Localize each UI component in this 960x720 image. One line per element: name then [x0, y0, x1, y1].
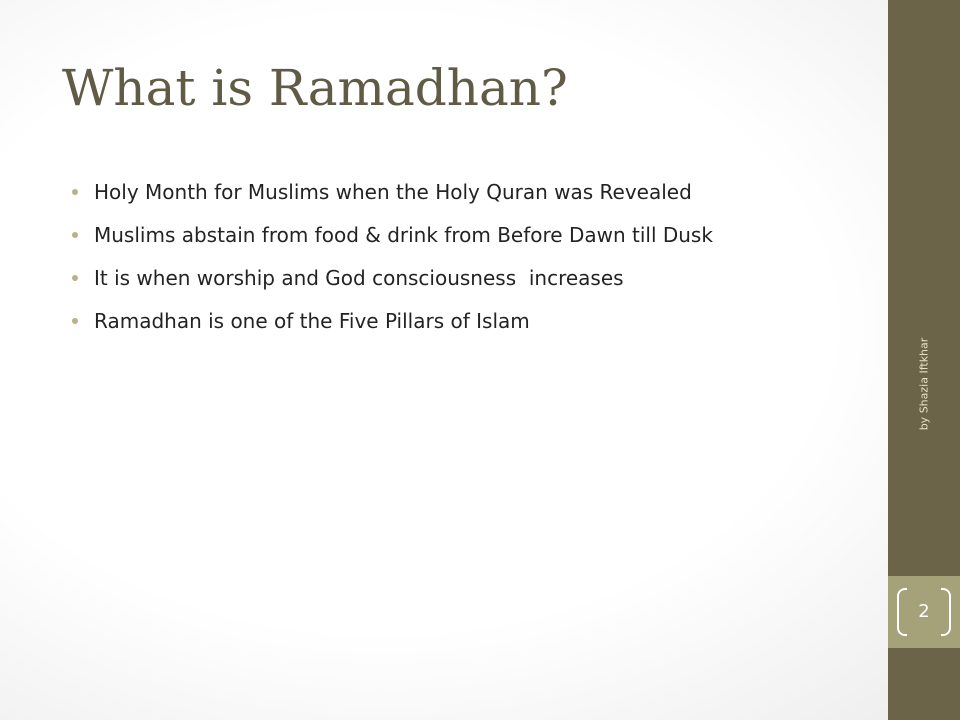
- bullet-list: [72, 172, 713, 344]
- bullet-item: [72, 172, 713, 215]
- slide-title: What is Ramadhan?: [62, 59, 568, 117]
- slide-number-block: [888, 576, 960, 648]
- side-bar-lower: [888, 648, 960, 720]
- bullet-marker: [72, 232, 78, 238]
- bullet-item: [72, 258, 713, 301]
- bullet-text: It is when worship and God consciousness increases: [94, 266, 624, 290]
- bullet-marker: [72, 275, 78, 281]
- bullet-text: Ramadhan is one of the Five Pillars of Islam: [94, 309, 530, 333]
- bullet-item: [72, 301, 713, 344]
- bullet-text: Muslims abstain from food & drink from Before Dawn till Dusk: [94, 223, 713, 247]
- bullet-text: Holy Month for Muslims when the Holy Quran was Revealed: [94, 180, 692, 204]
- bullet-item: [72, 215, 713, 258]
- bullet-marker: [72, 318, 78, 324]
- footer-author: by Shazia Iftkhar: [917, 337, 931, 431]
- slide-number: 2: [918, 601, 930, 622]
- bullet-marker: [72, 189, 78, 195]
